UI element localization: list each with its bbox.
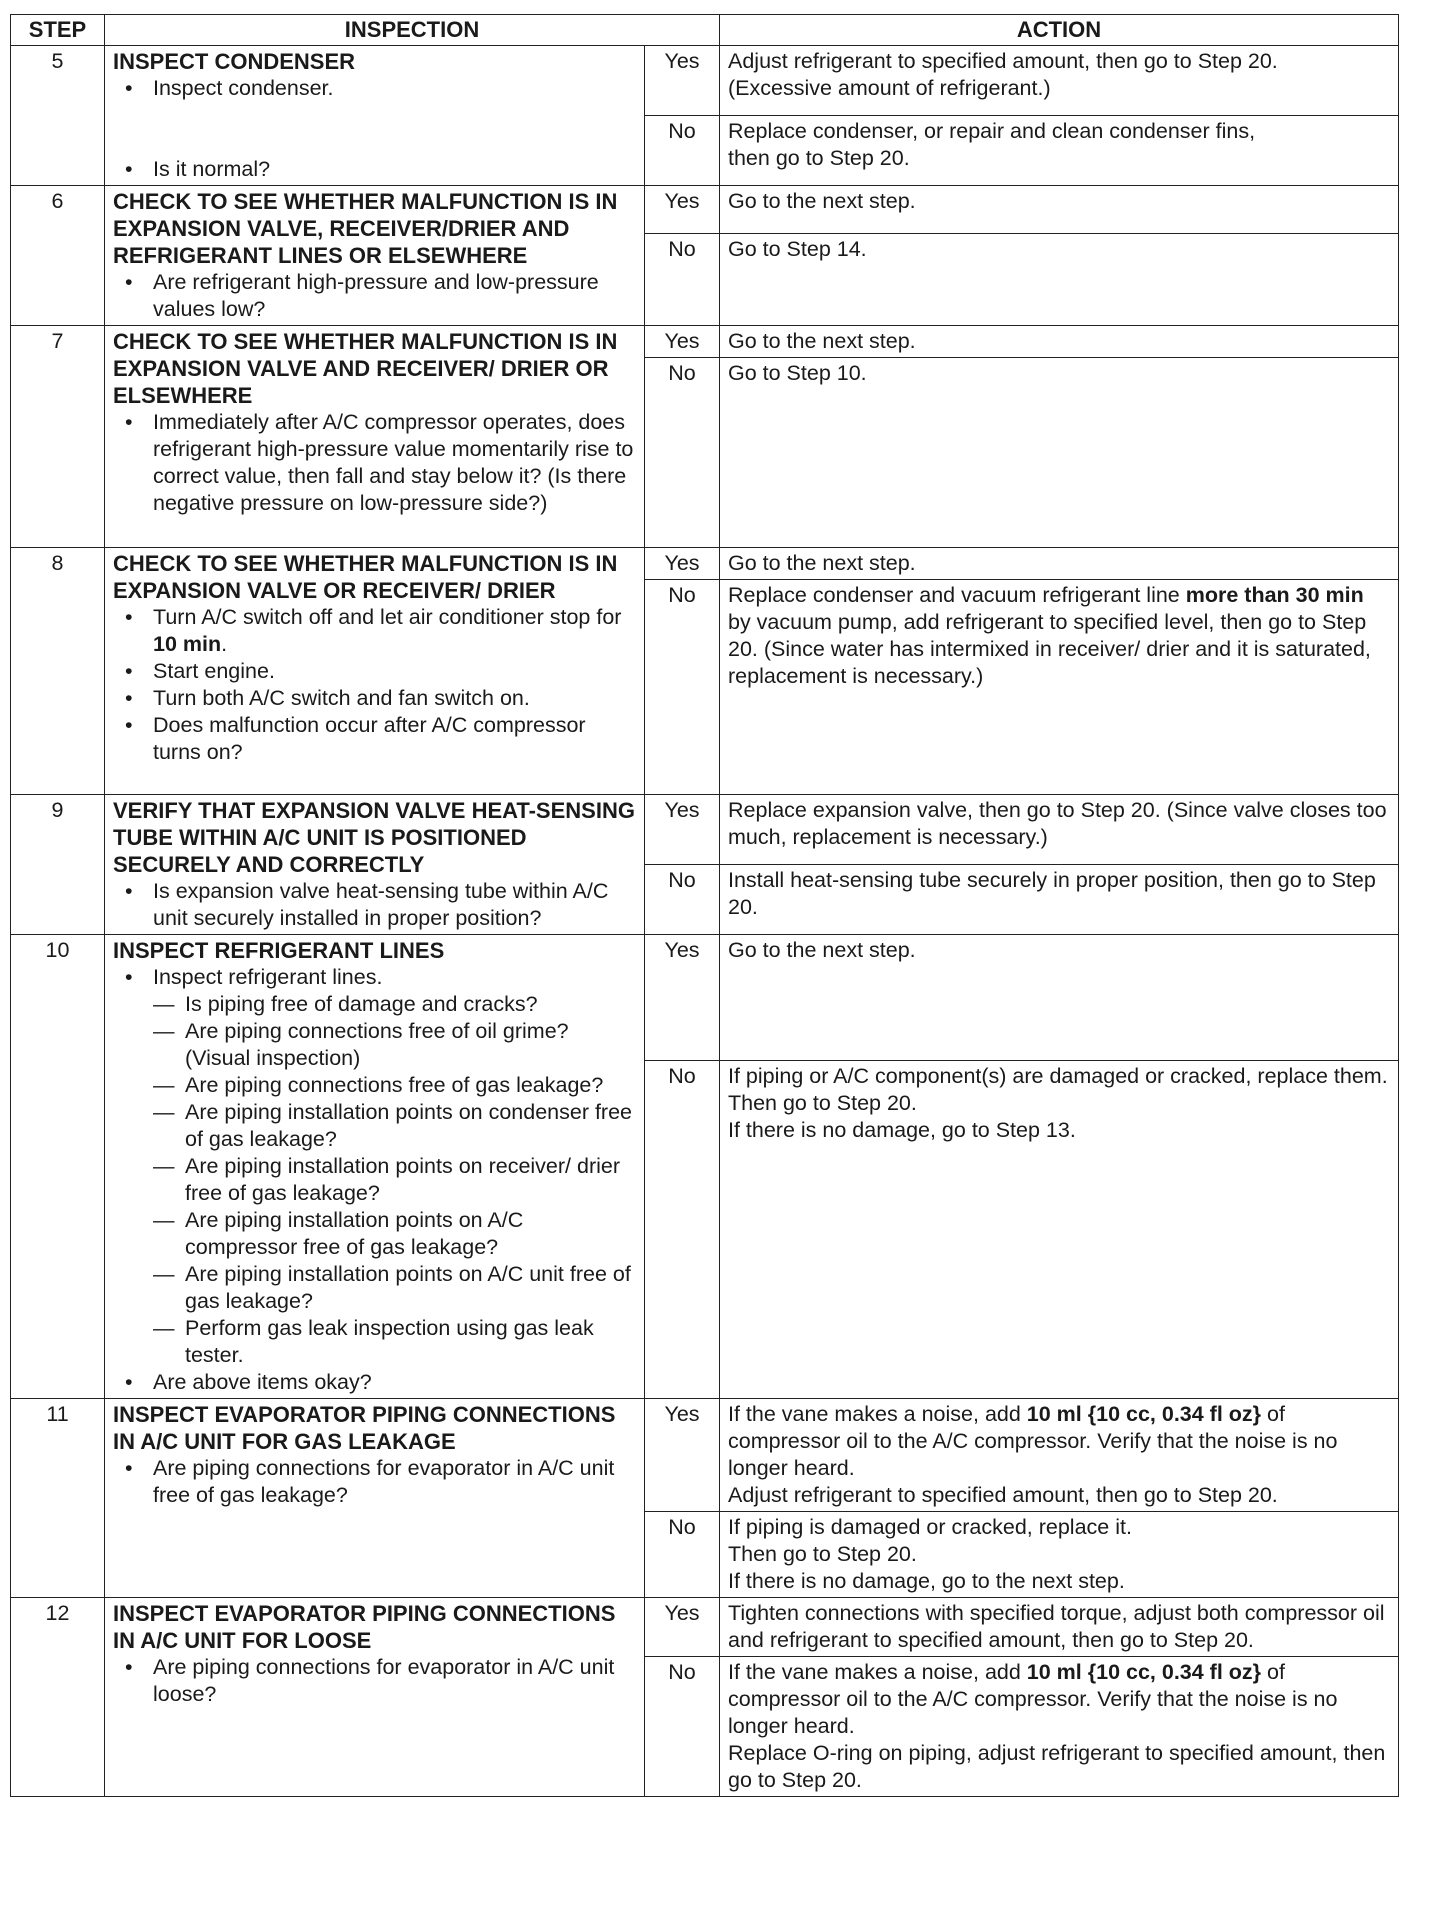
action-line: If piping is damaged or cracked, replace it. [728, 1515, 1132, 1539]
yes-action: Tighten connections with specified torque, adjust both compressor oil and refrigerant to specified amount, then go to Step 20. [720, 1598, 1399, 1657]
inspection-cell [105, 326, 645, 548]
no-action [720, 1060, 1399, 1398]
list-item: • Is it normal? [113, 156, 636, 183]
table-row [11, 326, 1399, 358]
list-item: • Inspect refrigerant lines. — Is piping free of damage and cracks? — Are piping connections free of oil grime? (Visual inspection) — Are piping connections free of gas leakage? — Are piping installation points on condenser free of gas leakage? — Are piping installation points on receiver/ drier free of gas leakage? — Are piping installation points on A/C compressor free of gas leakage? — Are piping installation points on A/C unit free of gas leakage? — Perform gas leak inspection using gas leak tester. [113, 964, 636, 1369]
list-item: • Is expansion valve heat-sensing tube within A/C unit securely installed in proper position? [113, 878, 636, 932]
inspection-title: CHECK TO SEE WHETHER MALFUNCTION IS IN EXPANSION VALVE AND RECEIVER/ DRIER OR ELSEWHERE [113, 329, 618, 408]
bullet-list [113, 156, 636, 183]
table-row [11, 186, 1399, 234]
no-action: Go to Step 14. [720, 234, 1399, 326]
bullet-list [113, 878, 636, 932]
action-line: Adjust refrigerant to specified amount, then go to Step 20. [728, 1483, 1278, 1507]
list-item: — Perform gas leak inspection using gas leak tester. [153, 1315, 636, 1369]
yes-action [720, 1399, 1399, 1512]
yes-label: Yes [645, 326, 720, 358]
no-action [720, 1512, 1399, 1598]
step-number: 5 [11, 46, 105, 186]
bullet-list [113, 269, 636, 323]
list-item: • Turn both A/C switch and fan switch on. [113, 685, 636, 712]
list-item: • Are refrigerant high-pressure and low-pressure values low? [113, 269, 636, 323]
no-label: No [645, 580, 720, 795]
dash-list [153, 991, 636, 1369]
table-row [11, 935, 1399, 1061]
inspection-cell [105, 1399, 645, 1598]
list-item: — Are piping installation points on receiver/ drier free of gas leakage? [153, 1153, 636, 1207]
bullet-list [113, 1455, 636, 1509]
table-row [11, 1399, 1399, 1512]
bullet-list [113, 964, 636, 1396]
no-action [720, 116, 1399, 186]
step-number: 8 [11, 548, 105, 795]
bullet-list [113, 409, 636, 517]
list-item: — Is piping free of damage and cracks? [153, 991, 636, 1018]
yes-action: Go to the next step. [720, 186, 1399, 234]
step-number: 11 [11, 1399, 105, 1598]
inspection-title: CHECK TO SEE WHETHER MALFUNCTION IS IN EXPANSION VALVE OR RECEIVER/ DRIER [113, 551, 618, 603]
action-line: Replace condenser, or repair and clean condenser fins, [728, 119, 1256, 143]
table-row [11, 1598, 1399, 1657]
no-label: No [645, 1657, 720, 1797]
inspection-cell [105, 548, 645, 795]
action-line: If piping or A/C component(s) are damaged or cracked, replace them. [728, 1063, 1388, 1088]
no-action: Install heat-sensing tube securely in proper position, then go to Step 20. [720, 865, 1399, 935]
no-action: Go to Step 10. [720, 358, 1399, 548]
step-number: 7 [11, 326, 105, 548]
header-step: STEP [11, 15, 105, 46]
inspection-cell [105, 935, 645, 1399]
inspection-cell [105, 1598, 645, 1797]
table-row [11, 46, 1399, 116]
yes-action: Go to the next step. [720, 326, 1399, 358]
inspection-title: INSPECT CONDENSER [113, 49, 356, 74]
no-label: No [645, 865, 720, 935]
no-label: No [645, 1512, 720, 1598]
action-line: If the vane makes a noise, add 10 ml {10 cc, 0.34 fl oz} of compressor oil to the A/C compressor. Verify that the noise is no longer heard. [728, 1660, 1338, 1738]
no-label: No [645, 234, 720, 326]
action-line: Adjust refrigerant to specified amount, then go to Step 20. [728, 49, 1278, 73]
step-number: 9 [11, 795, 105, 935]
action-line: (Excessive amount of refrigerant.) [728, 76, 1051, 100]
list-item: — Are piping installation points on A/C unit free of gas leakage? [153, 1261, 636, 1315]
step-number: 12 [11, 1598, 105, 1797]
list-item: — Are piping installation points on A/C compressor free of gas leakage? [153, 1207, 636, 1261]
step-number: 10 [11, 935, 105, 1399]
step-number: 6 [11, 186, 105, 326]
inspection-cell [105, 795, 645, 935]
list-item: • Inspect condenser. [113, 75, 636, 102]
inspection-title: INSPECT EVAPORATOR PIPING CONNECTIONS IN A/C UNIT FOR GAS LEAKAGE [113, 1402, 616, 1454]
yes-label: Yes [645, 1598, 720, 1657]
yes-action [720, 46, 1399, 116]
yes-action: Replace expansion valve, then go to Step 20. (Since valve closes too much, replacement is necessary.) [720, 795, 1399, 865]
list-item: • Are piping connections for evaporator in A/C unit free of gas leakage? [113, 1455, 636, 1509]
no-label: No [645, 358, 720, 548]
action-line: If there is no damage, go to Step 13. [728, 1117, 1076, 1142]
bullet-list [113, 75, 636, 102]
yes-label: Yes [645, 935, 720, 1061]
list-item: — Are piping connections free of gas leakage? [153, 1072, 636, 1099]
no-label: No [645, 1060, 720, 1398]
action-line: Then go to Step 20. [728, 1090, 917, 1115]
oil-amount-emphasis: 10 ml {10 cc, 0.34 fl oz} [1026, 1402, 1262, 1426]
yes-label: Yes [645, 548, 720, 580]
yes-label: Yes [645, 1399, 720, 1512]
action-line: Then go to Step 20. [728, 1542, 917, 1566]
table-row [11, 795, 1399, 865]
list-item: — Are piping installation points on condenser free of gas leakage? [153, 1099, 636, 1153]
list-item: • Does malfunction occur after A/C compressor turns on? [113, 712, 636, 766]
header-action: ACTION [720, 15, 1399, 46]
list-item: • Immediately after A/C compressor operates, does refrigerant high-pressure value momentarily rise to correct value, then fall and stay below it? (Is there negative pressure on low-pressure side?) [113, 409, 636, 517]
no-action [720, 1657, 1399, 1797]
yes-action: Go to the next step. [720, 548, 1399, 580]
inspection-cell [105, 186, 645, 326]
header-inspection: INSPECTION [105, 15, 720, 46]
yes-label: Yes [645, 46, 720, 116]
inspection-title: VERIFY THAT EXPANSION VALVE HEAT-SENSING TUBE WITHIN A/C UNIT IS POSITIONED SECURELY AND CORRECTLY [113, 798, 635, 877]
bullet-list [113, 1654, 636, 1708]
oil-amount-emphasis: 10 ml {10 cc, 0.34 fl oz} [1026, 1660, 1262, 1684]
troubleshooting-page [10, 14, 1398, 1797]
action-line: Replace O-ring on piping, adjust refrigerant to specified amount, then go to Step 20. [728, 1741, 1386, 1792]
header-row [11, 15, 1399, 46]
list-item: • Turn A/C switch off and let air conditioner stop for 10 min. [113, 604, 636, 658]
table-row [11, 548, 1399, 580]
yes-label: Yes [645, 186, 720, 234]
list-item: • Are piping connections for evaporator in A/C unit loose? [113, 1654, 636, 1708]
action-line: then go to Step 20. [728, 146, 910, 170]
list-item: • Are above items okay? [113, 1369, 636, 1396]
yes-action: Go to the next step. [720, 935, 1399, 1061]
action-line: If the vane makes a noise, add 10 ml {10 cc, 0.34 fl oz} of compressor oil to the A/C compressor. Verify that the noise is no longer heard. [728, 1402, 1338, 1480]
no-action: Replace condenser and vacuum refrigerant line more than 30 min by vacuum pump, add refrigerant to specified level, then go to Step 20. (Since water has intermixed in receiver/ drier and it is saturated, replacement is necessary.) [720, 580, 1399, 795]
inspection-cell [105, 46, 645, 186]
duration-emphasis: more than 30 min [1185, 583, 1364, 607]
action-line: If there is no damage, go to the next step. [728, 1569, 1125, 1593]
no-label: No [645, 116, 720, 186]
yes-label: Yes [645, 795, 720, 865]
duration-emphasis: 10 min [153, 632, 222, 656]
bullet-list [113, 604, 636, 766]
inspection-title: INSPECT EVAPORATOR PIPING CONNECTIONS IN A/C UNIT FOR LOOSE [113, 1601, 616, 1653]
diagnostic-table [10, 14, 1399, 1797]
inspection-title: CHECK TO SEE WHETHER MALFUNCTION IS IN EXPANSION VALVE, RECEIVER/DRIER AND REFRIGERANT LINES OR ELSEWHERE [113, 189, 618, 268]
list-item: • Start engine. [113, 658, 636, 685]
inspection-title: INSPECT REFRIGERANT LINES [113, 938, 445, 963]
list-item: — Are piping connections free of oil grime? (Visual inspection) [153, 1018, 636, 1072]
